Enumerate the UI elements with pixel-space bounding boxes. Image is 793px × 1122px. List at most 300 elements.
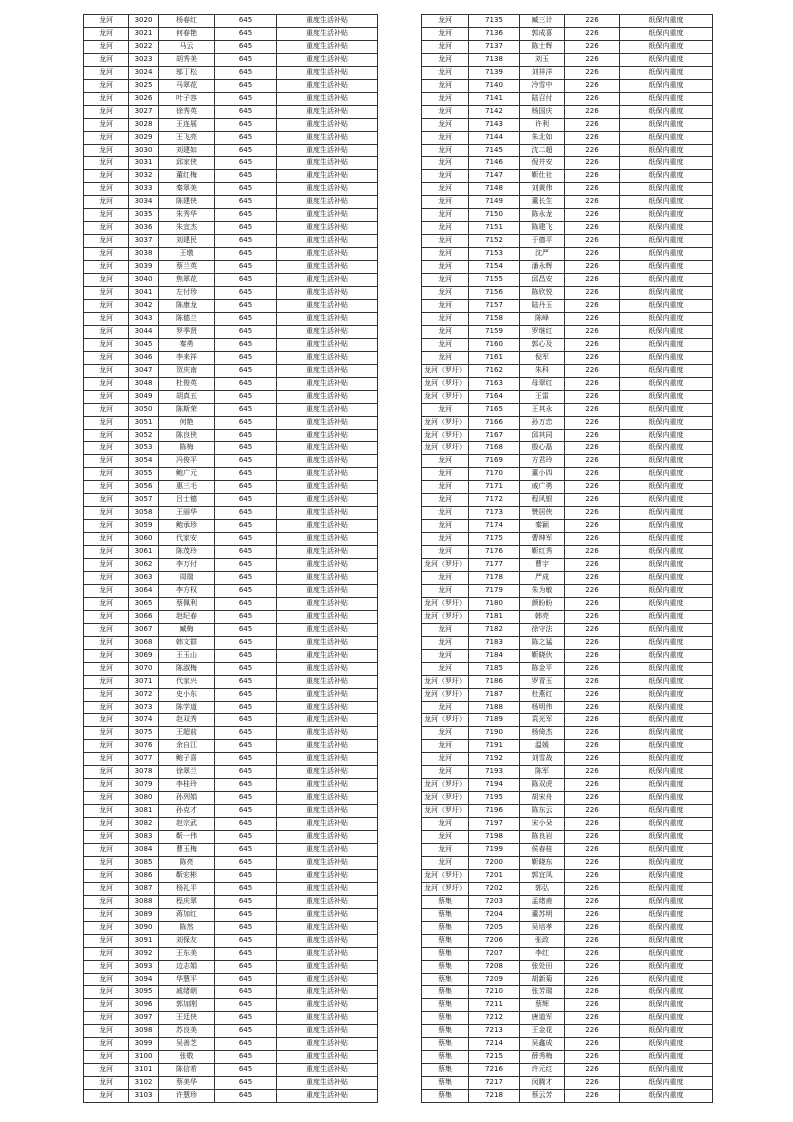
cell-location: 龙河 <box>422 235 469 248</box>
cell-number: 7214 <box>469 1038 520 1051</box>
cell-amount: 645 <box>215 1077 277 1090</box>
cell-location: 龙河 <box>84 714 129 727</box>
cell-number: 3035 <box>129 209 159 222</box>
table-row <box>422 869 713 882</box>
table-row <box>84 170 378 183</box>
table-row <box>84 533 378 546</box>
cell-location: 龙河 <box>84 675 129 688</box>
cell-number: 3046 <box>129 351 159 364</box>
cell-location: 蔡集 <box>422 960 469 973</box>
cell-location: 龙河 <box>84 222 129 235</box>
cell-type: 纸保内重度 <box>620 584 713 597</box>
cell-number: 3024 <box>129 66 159 79</box>
table-row <box>422 118 713 131</box>
cell-name: 邱家侠 <box>159 157 215 170</box>
cell-name: 王玉山 <box>159 649 215 662</box>
cell-name: 朱北如 <box>520 131 565 144</box>
cell-name: 徐秀英 <box>159 105 215 118</box>
cell-number: 7152 <box>469 235 520 248</box>
cell-name: 董长生 <box>520 196 565 209</box>
table-row <box>422 895 713 908</box>
cell-number: 7210 <box>469 986 520 999</box>
cell-type: 纸保内重度 <box>620 960 713 973</box>
cell-name: 严成 <box>520 571 565 584</box>
cell-amount: 226 <box>565 429 620 442</box>
table-row <box>422 53 713 66</box>
cell-type: 纸保内重度 <box>620 287 713 300</box>
cell-number: 3026 <box>129 92 159 105</box>
cell-location: 蔡集 <box>422 895 469 908</box>
table-row <box>84 261 378 274</box>
cell-number: 7190 <box>469 727 520 740</box>
cell-type: 纸保内重度 <box>620 131 713 144</box>
cell-location: 龙河 <box>84 597 129 610</box>
cell-name: 刘建民 <box>159 235 215 248</box>
cell-location: 龙河 <box>422 274 469 287</box>
cell-name: 罗青玉 <box>520 675 565 688</box>
table-row <box>84 662 378 675</box>
table-row <box>84 844 378 857</box>
cell-type: 重度生活补贴 <box>277 222 378 235</box>
cell-type: 重度生活补贴 <box>277 727 378 740</box>
cell-amount: 645 <box>215 79 277 92</box>
cell-type: 重度生活补贴 <box>277 1090 378 1103</box>
cell-amount: 226 <box>565 390 620 403</box>
cell-number: 7191 <box>469 740 520 753</box>
cell-amount: 226 <box>565 623 620 636</box>
cell-amount: 645 <box>215 235 277 248</box>
cell-location: 蔡集 <box>422 947 469 960</box>
cell-amount: 645 <box>215 921 277 934</box>
cell-type: 重度生活补贴 <box>277 533 378 546</box>
cell-location: 龙河 <box>84 1051 129 1064</box>
cell-location: 龙河 <box>84 546 129 559</box>
cell-type: 重度生活补贴 <box>277 818 378 831</box>
table-row <box>84 364 378 377</box>
cell-amount: 226 <box>565 662 620 675</box>
table-row <box>84 377 378 390</box>
cell-type: 重度生活补贴 <box>277 377 378 390</box>
cell-location: 龙河 <box>422 351 469 364</box>
cell-number: 3038 <box>129 248 159 261</box>
cell-name: 曹宇 <box>520 559 565 572</box>
table-row <box>84 753 378 766</box>
cell-amount: 226 <box>565 53 620 66</box>
table-row <box>422 170 713 183</box>
cell-type: 纸保内重度 <box>620 105 713 118</box>
cell-number: 7218 <box>469 1090 520 1103</box>
cell-type: 重度生活补贴 <box>277 701 378 714</box>
cell-amount: 226 <box>565 15 620 28</box>
cell-name: 史小东 <box>159 688 215 701</box>
cell-amount: 645 <box>215 688 277 701</box>
table-row <box>422 1038 713 1051</box>
cell-type: 重度生活补贴 <box>277 908 378 921</box>
cell-number: 7165 <box>469 403 520 416</box>
cell-name: 吴鑫成 <box>520 1038 565 1051</box>
cell-number: 3048 <box>129 377 159 390</box>
cell-number: 3061 <box>129 546 159 559</box>
cell-number: 7198 <box>469 831 520 844</box>
cell-location: 龙河 <box>422 27 469 40</box>
table-row <box>422 507 713 520</box>
cell-amount: 645 <box>215 442 277 455</box>
table-row <box>84 1064 378 1077</box>
table-row <box>422 533 713 546</box>
cell-location: 龙河 <box>84 40 129 53</box>
cell-location: 龙河 <box>84 403 129 416</box>
cell-location: 龙河 <box>84 882 129 895</box>
cell-location: 龙河（罗圩） <box>422 416 469 429</box>
cell-number: 3085 <box>129 856 159 869</box>
cell-number: 3022 <box>129 40 159 53</box>
cell-type: 重度生活补贴 <box>277 351 378 364</box>
cell-name: 李红 <box>520 947 565 960</box>
cell-amount: 226 <box>565 1064 620 1077</box>
cell-name: 周瑞 <box>159 571 215 584</box>
cell-amount: 226 <box>565 986 620 999</box>
cell-type: 纸保内重度 <box>620 455 713 468</box>
cell-type: 重度生活补贴 <box>277 753 378 766</box>
cell-amount: 645 <box>215 753 277 766</box>
cell-name: 臧梅 <box>159 623 215 636</box>
cell-number: 7157 <box>469 299 520 312</box>
cell-location: 龙河 <box>84 934 129 947</box>
cell-name: 马翠花 <box>159 79 215 92</box>
cell-type: 纸保内重度 <box>620 416 713 429</box>
cell-number: 7146 <box>469 157 520 170</box>
cell-name: 蔡美华 <box>159 1077 215 1090</box>
cell-amount: 226 <box>565 481 620 494</box>
cell-name: 胡新菊 <box>520 973 565 986</box>
cell-location: 龙河 <box>84 299 129 312</box>
cell-name: 侯春桂 <box>520 844 565 857</box>
cell-name: 靳一伟 <box>159 831 215 844</box>
cell-number: 7147 <box>469 170 520 183</box>
cell-type: 重度生活补贴 <box>277 325 378 338</box>
cell-amount: 226 <box>565 416 620 429</box>
cell-type: 重度生活补贴 <box>277 766 378 779</box>
cell-name: 赵双秀 <box>159 714 215 727</box>
cell-amount: 645 <box>215 973 277 986</box>
cell-number: 7143 <box>469 118 520 131</box>
cell-type: 纸保内重度 <box>620 533 713 546</box>
table-row <box>422 921 713 934</box>
cell-number: 7148 <box>469 183 520 196</box>
cell-name: 吴培孝 <box>520 921 565 934</box>
cell-amount: 645 <box>215 377 277 390</box>
cell-name: 靳仕社 <box>520 170 565 183</box>
cell-location: 龙河 <box>422 623 469 636</box>
table-row <box>422 79 713 92</box>
cell-name: 冷雪中 <box>520 79 565 92</box>
cell-number: 3063 <box>129 571 159 584</box>
cell-amount: 645 <box>215 364 277 377</box>
table-row <box>422 274 713 287</box>
cell-location: 龙河 <box>422 325 469 338</box>
cell-type: 重度生活补贴 <box>277 507 378 520</box>
cell-location: 龙河 <box>422 727 469 740</box>
cell-amount: 645 <box>215 27 277 40</box>
cell-amount: 645 <box>215 947 277 960</box>
cell-type: 纸保内重度 <box>620 325 713 338</box>
cell-location: 龙河 <box>84 584 129 597</box>
cell-number: 7176 <box>469 546 520 559</box>
cell-type: 纸保内重度 <box>620 118 713 131</box>
cell-location: 蔡集 <box>422 908 469 921</box>
cell-number: 3094 <box>129 973 159 986</box>
cell-number: 7137 <box>469 40 520 53</box>
cell-type: 重度生活补贴 <box>277 649 378 662</box>
cell-name: 李桂玲 <box>159 779 215 792</box>
cell-type: 重度生活补贴 <box>277 468 378 481</box>
cell-type: 纸保内重度 <box>620 636 713 649</box>
cell-amount: 645 <box>215 481 277 494</box>
cell-number: 3032 <box>129 170 159 183</box>
cell-location: 龙河 <box>84 416 129 429</box>
cell-number: 7209 <box>469 973 520 986</box>
cell-amount: 226 <box>565 675 620 688</box>
cell-name: 杨春红 <box>159 15 215 28</box>
cell-location: 龙河 <box>422 79 469 92</box>
cell-location: 龙河 <box>84 610 129 623</box>
cell-name: 王廷侠 <box>159 1012 215 1025</box>
cell-type: 重度生活补贴 <box>277 338 378 351</box>
cell-amount: 645 <box>215 766 277 779</box>
cell-type: 纸保内重度 <box>620 921 713 934</box>
table-row <box>422 649 713 662</box>
cell-type: 重度生活补贴 <box>277 494 378 507</box>
cell-amount: 645 <box>215 818 277 831</box>
cell-name: 于德平 <box>520 235 565 248</box>
cell-name: 杨明伟 <box>520 701 565 714</box>
cell-number: 3098 <box>129 1025 159 1038</box>
cell-number: 7156 <box>469 287 520 300</box>
cell-amount: 645 <box>215 546 277 559</box>
cell-number: 7212 <box>469 1012 520 1025</box>
left-table-body <box>84 15 378 1103</box>
cell-name: 颜盼盼 <box>520 597 565 610</box>
cell-name: 何春艳 <box>159 27 215 40</box>
cell-name: 陈良侠 <box>159 429 215 442</box>
table-row <box>84 675 378 688</box>
cell-location: 龙河 <box>84 235 129 248</box>
table-row <box>84 196 378 209</box>
cell-type: 纸保内重度 <box>620 507 713 520</box>
table-row <box>84 610 378 623</box>
cell-number: 3066 <box>129 610 159 623</box>
cell-location: 龙河 <box>84 805 129 818</box>
table-row <box>422 455 713 468</box>
cell-type: 纸保内重度 <box>620 766 713 779</box>
table-row <box>422 688 713 701</box>
cell-type: 重度生活补贴 <box>277 986 378 999</box>
cell-number: 3088 <box>129 895 159 908</box>
table-row <box>422 636 713 649</box>
cell-number: 7145 <box>469 144 520 157</box>
table-row <box>422 416 713 429</box>
cell-amount: 226 <box>565 844 620 857</box>
cell-type: 重度生活补贴 <box>277 779 378 792</box>
cell-type: 纸保内重度 <box>620 805 713 818</box>
cell-name: 焦翠花 <box>159 274 215 287</box>
cell-type: 重度生活补贴 <box>277 934 378 947</box>
cell-name: 孙克才 <box>159 805 215 818</box>
cell-location: 龙河 <box>422 844 469 857</box>
cell-type: 重度生活补贴 <box>277 92 378 105</box>
cell-number: 7155 <box>469 274 520 287</box>
cell-number: 7171 <box>469 481 520 494</box>
cell-type: 纸保内重度 <box>620 1038 713 1051</box>
cell-name: 陈学道 <box>159 701 215 714</box>
cell-amount: 226 <box>565 209 620 222</box>
cell-type: 纸保内重度 <box>620 53 713 66</box>
cell-amount: 226 <box>565 131 620 144</box>
cell-location: 龙河 <box>84 818 129 831</box>
cell-number: 3040 <box>129 274 159 287</box>
cell-location: 龙河 <box>84 1090 129 1103</box>
cell-location: 龙河 <box>84 481 129 494</box>
cell-type: 纸保内重度 <box>620 312 713 325</box>
cell-number: 3043 <box>129 312 159 325</box>
cell-type: 纸保内重度 <box>620 986 713 999</box>
table-row <box>84 921 378 934</box>
cell-number: 3053 <box>129 442 159 455</box>
table-row <box>84 947 378 960</box>
cell-type: 重度生活补贴 <box>277 27 378 40</box>
cell-type: 纸保内重度 <box>620 274 713 287</box>
cell-type: 重度生活补贴 <box>277 1038 378 1051</box>
cell-number: 3049 <box>129 390 159 403</box>
cell-amount: 645 <box>215 934 277 947</box>
cell-type: 纸保内重度 <box>620 390 713 403</box>
table-row <box>422 235 713 248</box>
cell-number: 3100 <box>129 1051 159 1064</box>
cell-location: 龙河 <box>422 571 469 584</box>
cell-location: 龙河 <box>422 468 469 481</box>
cell-type: 重度生活补贴 <box>277 144 378 157</box>
cell-amount: 645 <box>215 53 277 66</box>
cell-amount: 645 <box>215 844 277 857</box>
cell-type: 重度生活补贴 <box>277 610 378 623</box>
cell-number: 3071 <box>129 675 159 688</box>
cell-location: 龙河 <box>84 688 129 701</box>
table-row <box>422 675 713 688</box>
cell-location: 龙河 <box>84 766 129 779</box>
cell-name: 陈建侠 <box>159 196 215 209</box>
table-row <box>422 183 713 196</box>
cell-type: 纸保内重度 <box>620 442 713 455</box>
cell-location: 龙河（罗圩） <box>422 675 469 688</box>
cell-location: 龙河（罗圩） <box>422 688 469 701</box>
cell-type: 重度生活补贴 <box>277 429 378 442</box>
cell-number: 7180 <box>469 597 520 610</box>
table-row <box>422 325 713 338</box>
cell-number: 7161 <box>469 351 520 364</box>
table-row <box>422 792 713 805</box>
cell-amount: 645 <box>215 779 277 792</box>
cell-location: 龙河 <box>422 546 469 559</box>
cell-name: 陈士辉 <box>520 40 565 53</box>
cell-type: 重度生活补贴 <box>277 921 378 934</box>
cell-number: 3069 <box>129 649 159 662</box>
cell-type: 纸保内重度 <box>620 688 713 701</box>
cell-name: 郭弘 <box>520 882 565 895</box>
cell-number: 3036 <box>129 222 159 235</box>
cell-location: 龙河 <box>422 403 469 416</box>
cell-type: 重度生活补贴 <box>277 805 378 818</box>
table-row <box>422 597 713 610</box>
cell-amount: 226 <box>565 831 620 844</box>
cell-type: 重度生活补贴 <box>277 131 378 144</box>
cell-location: 龙河 <box>84 792 129 805</box>
cell-location: 龙河 <box>422 287 469 300</box>
cell-amount: 645 <box>215 571 277 584</box>
cell-location: 龙河 <box>422 299 469 312</box>
table-row <box>84 455 378 468</box>
cell-amount: 226 <box>565 261 620 274</box>
cell-name: 郭宜凤 <box>520 869 565 882</box>
table-row <box>84 416 378 429</box>
cell-name: 叶子容 <box>159 92 215 105</box>
table-row <box>422 196 713 209</box>
cell-name: 杨礼平 <box>159 882 215 895</box>
cell-name: 苏良美 <box>159 1025 215 1038</box>
cell-amount: 226 <box>565 610 620 623</box>
table-row <box>422 1051 713 1064</box>
cell-amount: 645 <box>215 390 277 403</box>
cell-name: 徐守法 <box>520 623 565 636</box>
cell-type: 纸保内重度 <box>620 299 713 312</box>
cell-type: 纸保内重度 <box>620 222 713 235</box>
table-row <box>84 338 378 351</box>
cell-type: 重度生活补贴 <box>277 636 378 649</box>
table-row <box>84 1077 378 1090</box>
cell-type: 重度生活补贴 <box>277 1012 378 1025</box>
cell-name: 臧三计 <box>520 15 565 28</box>
cell-location: 龙河（罗圩） <box>422 779 469 792</box>
cell-location: 龙河 <box>84 442 129 455</box>
cell-type: 纸保内重度 <box>620 649 713 662</box>
table-row <box>422 144 713 157</box>
table-row <box>422 546 713 559</box>
cell-amount: 226 <box>565 170 620 183</box>
cell-name: 郭成喜 <box>520 27 565 40</box>
cell-amount: 645 <box>215 416 277 429</box>
cell-type: 重度生活补贴 <box>277 15 378 28</box>
cell-type: 纸保内重度 <box>620 908 713 921</box>
cell-location: 龙河（罗圩） <box>422 442 469 455</box>
table-row <box>422 40 713 53</box>
table-row <box>422 66 713 79</box>
cell-location: 龙河 <box>84 973 129 986</box>
cell-location: 蔡集 <box>422 921 469 934</box>
cell-amount: 226 <box>565 701 620 714</box>
cell-number: 3020 <box>129 15 159 28</box>
cell-location: 龙河 <box>84 274 129 287</box>
cell-location: 龙河 <box>422 753 469 766</box>
cell-name: 温媛 <box>520 740 565 753</box>
cell-amount: 226 <box>565 377 620 390</box>
cell-location: 龙河（罗圩） <box>422 377 469 390</box>
table-row <box>84 727 378 740</box>
cell-amount: 226 <box>565 442 620 455</box>
cell-type: 纸保内重度 <box>620 727 713 740</box>
cell-amount: 645 <box>215 196 277 209</box>
cell-amount: 226 <box>565 882 620 895</box>
cell-amount: 226 <box>565 520 620 533</box>
table-row <box>84 1012 378 1025</box>
